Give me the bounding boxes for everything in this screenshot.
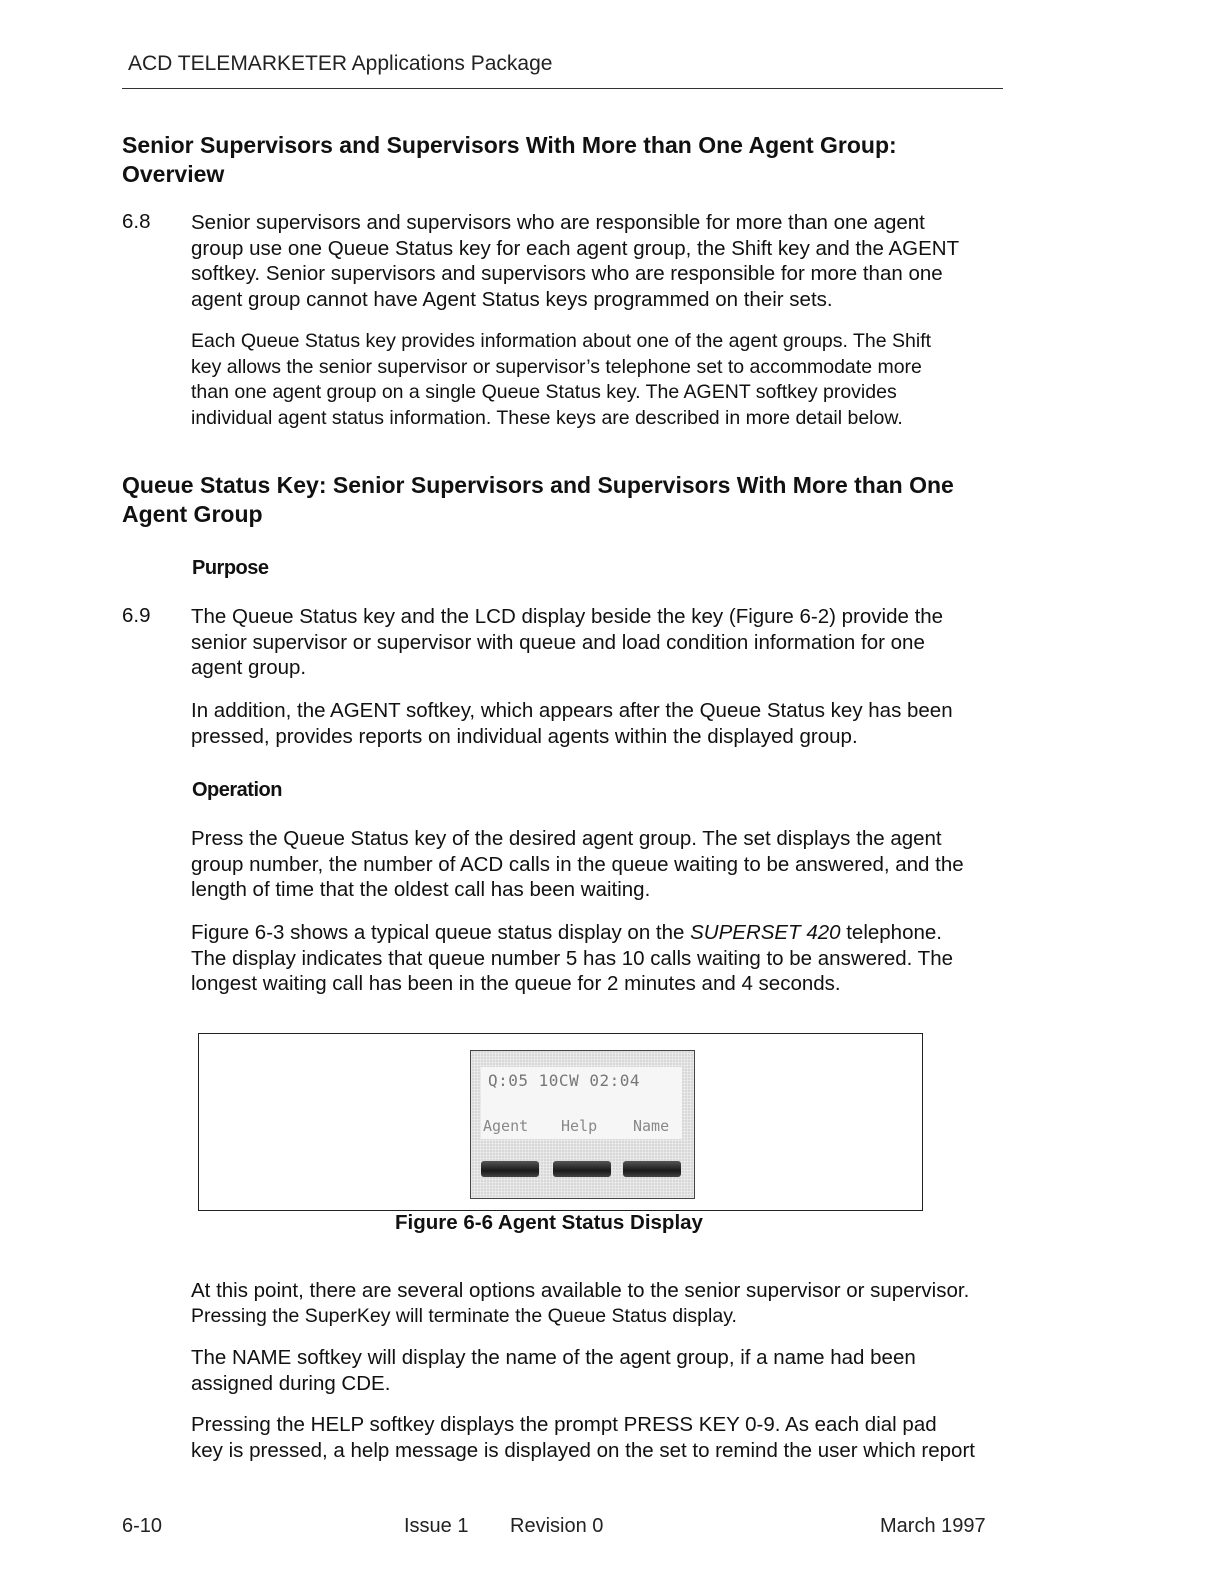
section-heading-queue-status-key bbox=[122, 471, 1002, 529]
heading-line: Senior Supervisors and Supervisors With More than One Agent Group: bbox=[122, 132, 897, 158]
softkey-button-help bbox=[553, 1161, 611, 1177]
footer-date: March 1997 bbox=[880, 1515, 986, 1537]
paragraph-number: 6.9 bbox=[122, 604, 151, 627]
paragraph-operation bbox=[191, 826, 1006, 903]
text-line: longest waiting call has been in the queue for 2 minutes and 4 seconds. bbox=[191, 972, 841, 995]
section-heading-overview bbox=[122, 131, 1002, 189]
paragraph-figure-reference bbox=[191, 920, 1006, 997]
text-line: than one agent group on a single Queue Status key. The AGENT softkey provides bbox=[191, 381, 897, 403]
text-line: The display indicates that queue number 5 has 10 calls waiting to be answered. The bbox=[191, 946, 954, 970]
text-line bbox=[191, 920, 1006, 946]
text-line: group use one Queue Status key for each agent group, the Shift key and the AGENT bbox=[191, 236, 960, 260]
text-line: key allows the senior supervisor or supervisor’s telephone set to accommodate more bbox=[191, 355, 922, 378]
text-line: At this point, there are several options available to the senior supervisor or supervisor. bbox=[191, 1279, 970, 1302]
heading-line: Queue Status Key: Senior Supervisors and Supervisors With More than One bbox=[122, 472, 954, 498]
paragraph-6-8 bbox=[191, 210, 1006, 312]
text-line: Press the Queue Status key of the desired agent group. The set displays the agent bbox=[191, 827, 942, 850]
text-line: group number, the number of ACD calls in the queue waiting to be answered, and the bbox=[191, 852, 964, 876]
text-line: agent group. bbox=[191, 656, 307, 679]
figure-caption: Figure 6-6 Agent Status Display bbox=[395, 1211, 703, 1234]
text-line: Pressing the SuperKey will terminate the Queue Status display. bbox=[191, 1304, 737, 1327]
text-span: Figure 6-3 shows a typical queue status display on the bbox=[191, 921, 691, 944]
lcd-display bbox=[470, 1050, 695, 1199]
text-line: softkey. Senior supervisors and supervisors who are responsible for more than one bbox=[191, 262, 943, 285]
softkey-button-name bbox=[623, 1161, 681, 1177]
text-line: agent group cannot have Agent Status keys programmed on their sets. bbox=[191, 287, 833, 311]
text-line: In addition, the AGENT softkey, which appears after the Queue Status key has been bbox=[191, 699, 953, 722]
softkey-label-name: Name bbox=[633, 1117, 670, 1135]
paragraph-number: 6.8 bbox=[122, 210, 151, 233]
text-line: individual agent status information. These keys are described in more detail below. bbox=[191, 406, 903, 429]
footer-revision: Revision 0 bbox=[510, 1515, 604, 1537]
softkey-label-agent: Agent bbox=[483, 1117, 529, 1135]
running-header: ACD TELEMARKETER Applications Package bbox=[128, 52, 553, 75]
text-line: Senior supervisors and supervisors who are responsible for more than one agent bbox=[191, 211, 925, 234]
paragraph-name-softkey bbox=[191, 1345, 1006, 1396]
paragraph-options bbox=[191, 1278, 1006, 1329]
text-line: pressed, provides reports on individual agents within the displayed group. bbox=[191, 724, 858, 748]
footer-page-number: 6-10 bbox=[122, 1515, 163, 1537]
text-line: Pressing the HELP softkey displays the prompt PRESS KEY 0-9. As each dial pad bbox=[191, 1413, 937, 1436]
header-rule bbox=[122, 88, 1003, 89]
softkey-label-help: Help bbox=[561, 1117, 598, 1135]
lcd-queue-status-line: Q:05 10CW 02:04 bbox=[488, 1071, 640, 1090]
text-line: assigned during CDE. bbox=[191, 1371, 391, 1395]
text-line: Each Queue Status key provides information about one of the agent groups. The Shift bbox=[191, 330, 932, 352]
text-line: length of time that the oldest call has been waiting. bbox=[191, 878, 651, 901]
product-name: SUPERSET 420 bbox=[690, 921, 841, 944]
paragraph-agent-softkey bbox=[191, 698, 1006, 749]
operation-subheading: Operation bbox=[192, 779, 282, 801]
text-line: key is pressed, a help message is displayed on the set to remind the user which report bbox=[191, 1438, 975, 1462]
paragraph-6-9 bbox=[191, 604, 1006, 681]
heading-line: Overview bbox=[122, 161, 225, 187]
paragraph-help-softkey bbox=[191, 1412, 1006, 1463]
text-span: telephone. bbox=[840, 921, 942, 944]
footer-issue: Issue 1 bbox=[404, 1515, 469, 1537]
paragraph-queue-status-keys bbox=[191, 329, 1006, 431]
text-line: The Queue Status key and the LCD display beside the key (Figure 6-2) provide the bbox=[191, 605, 944, 628]
heading-line: Agent Group bbox=[122, 501, 263, 527]
purpose-subheading: Purpose bbox=[192, 557, 269, 579]
softkey-button-agent bbox=[481, 1161, 539, 1177]
text-line: The NAME softkey will display the name of the agent group, if a name had been bbox=[191, 1346, 916, 1369]
text-line: senior supervisor or supervisor with queue and load condition information for one bbox=[191, 630, 925, 654]
